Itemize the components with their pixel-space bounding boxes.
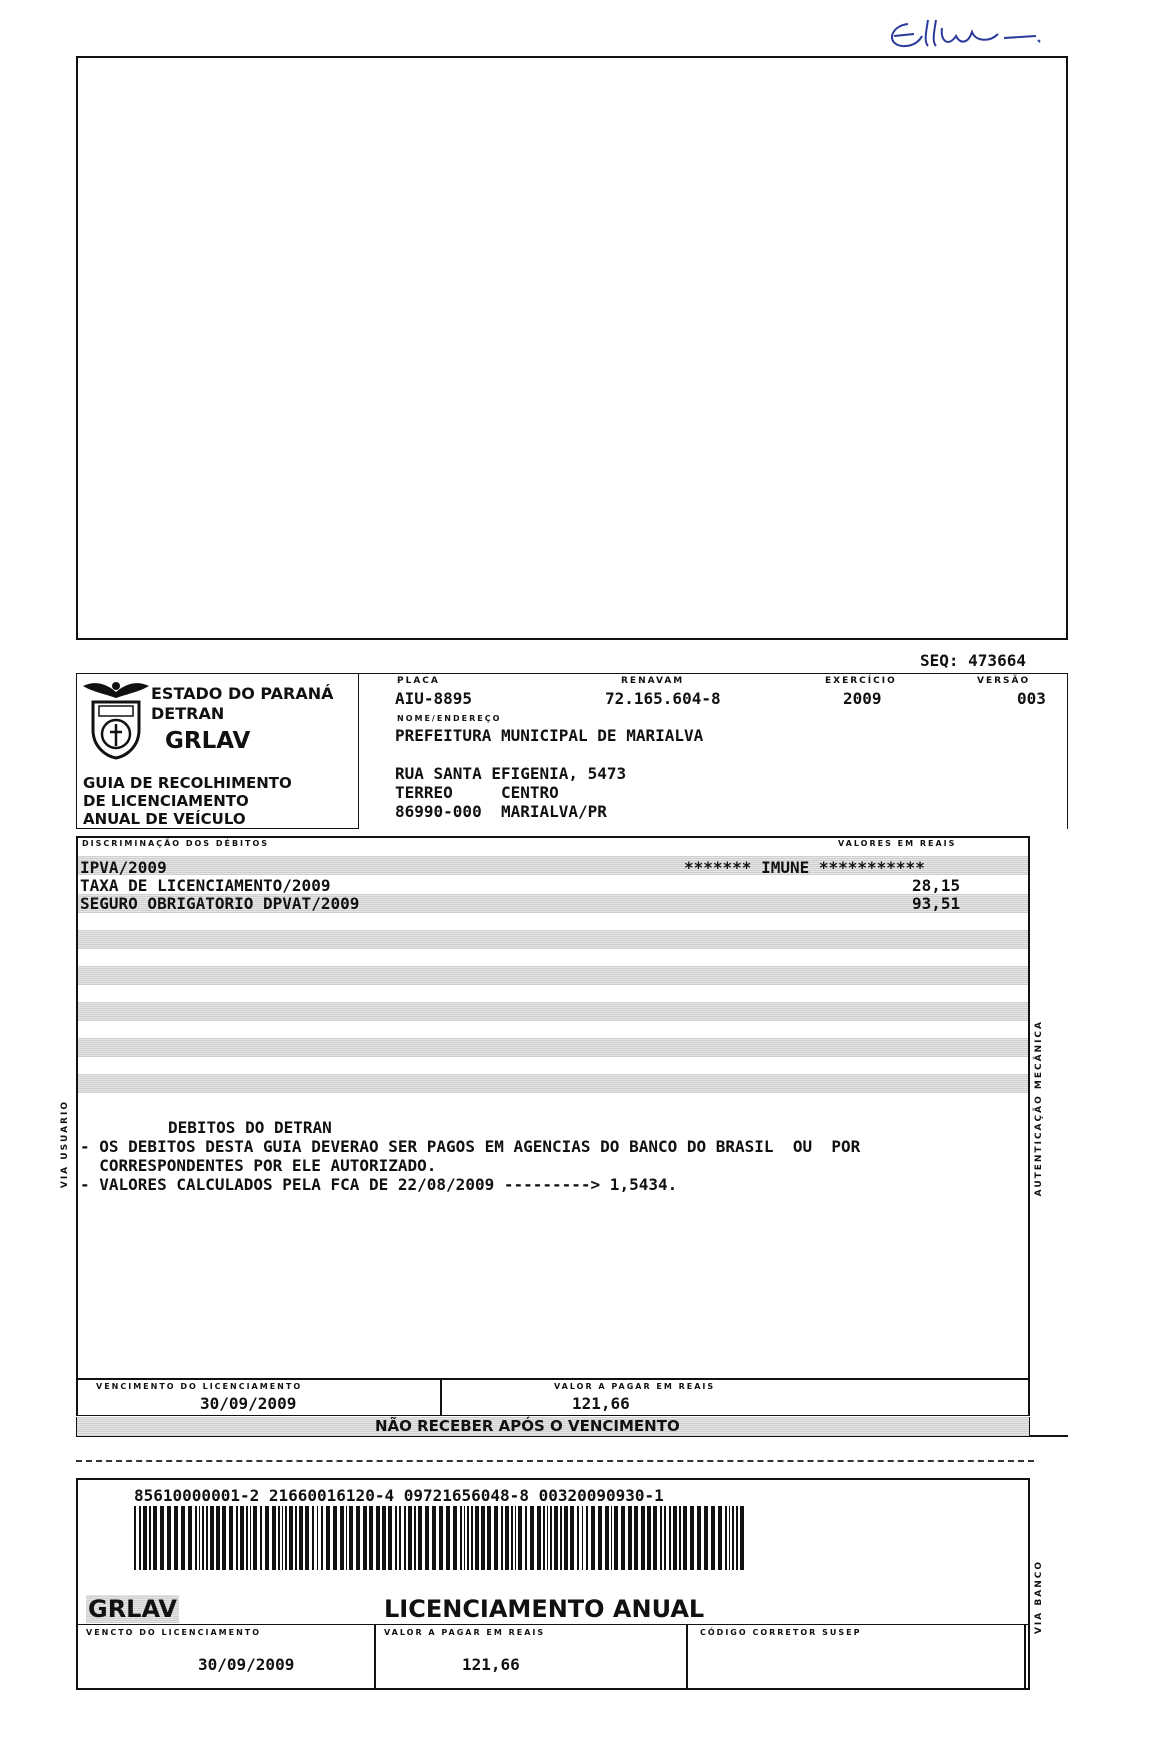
barcode-bar [181, 1506, 185, 1570]
warning-bar [76, 1417, 1030, 1437]
barcode-bar [285, 1506, 287, 1570]
debits-box [76, 836, 1030, 1380]
barcode-bar [518, 1506, 522, 1570]
underline [1030, 1435, 1068, 1437]
barcode-bar [525, 1506, 527, 1570]
barcode-bar [582, 1506, 584, 1570]
barcode-bar [229, 1506, 233, 1570]
barcode-bar [605, 1506, 609, 1570]
barcode-bar [729, 1506, 731, 1570]
barcode-bar [210, 1506, 214, 1570]
slip-fields [78, 1624, 1028, 1688]
barcode-bar [718, 1506, 722, 1570]
shaded-band [78, 1038, 1028, 1057]
barcode-bar [570, 1506, 574, 1570]
susep-label: CÓDIGO CORRETOR SUSEP [700, 1628, 862, 1637]
barcode-bar [295, 1506, 297, 1570]
barcode-bar [388, 1506, 392, 1570]
barcode-bar [471, 1506, 473, 1570]
shaded-band [78, 966, 1028, 985]
barcode-bar [550, 1506, 552, 1570]
barcode-bar [628, 1506, 632, 1570]
handwritten-signature [880, 14, 1050, 54]
barcode-bar [321, 1506, 323, 1570]
barcode [134, 1506, 746, 1570]
barcode-bar [511, 1506, 513, 1570]
barcode-bar [222, 1506, 226, 1570]
barcode-bar [515, 1506, 517, 1570]
versao-label: VERSÃO [977, 676, 1031, 686]
barcode-bar [653, 1506, 657, 1570]
barcode-bar [586, 1506, 588, 1570]
vencimento-value: 30/09/2009 [200, 1394, 297, 1413]
barcode-bar [621, 1506, 625, 1570]
slip-venc-label: VENCTO DO LICENCIAMENTO [86, 1628, 262, 1637]
barcode-bar [683, 1506, 687, 1570]
address-line-2: TERREO CENTRO [395, 783, 559, 802]
barcode-bar [711, 1506, 715, 1570]
barcode-bar [236, 1506, 238, 1570]
debit-row-2-label: TAXA DE LICENCIAMENTO/2009 [80, 876, 331, 895]
grlav-brand: GRLAV [88, 1595, 177, 1623]
barcode-bar [399, 1506, 401, 1570]
barcode-bar [732, 1506, 734, 1570]
slip-right-edge [1024, 1625, 1026, 1689]
barcode-bar [265, 1506, 269, 1570]
barcode-bar [501, 1506, 503, 1570]
slip-venc-value: 30/09/2009 [198, 1655, 295, 1674]
barcode-bar [494, 1506, 498, 1570]
header-logo-box [76, 673, 358, 829]
barcode-bar [647, 1506, 651, 1570]
nome-label: NOME/ENDEREÇO [397, 714, 502, 723]
debit-row-2-value: 28,15 [912, 876, 961, 895]
barcode-bar [418, 1506, 422, 1570]
owner-name: PREFEITURA MUNICIPAL DE MARIALVA [395, 726, 704, 745]
sequence-number: SEQ: 473664 [920, 651, 1026, 670]
barcode-bar [376, 1506, 380, 1570]
barcode-bar [414, 1506, 416, 1570]
barcode-bar [382, 1506, 386, 1570]
barcode-bar [679, 1506, 681, 1570]
address-line-3: 86990-000 MARIALVA/PR [395, 802, 607, 821]
barcode-bar [464, 1506, 466, 1570]
no-receive-warning: NÃO RECEBER APÓS O VENCIMENTO [375, 1417, 680, 1435]
barcode-bar [278, 1506, 280, 1570]
barcode-bar [598, 1506, 602, 1570]
barcode-bar [404, 1506, 406, 1570]
barcode-bar [432, 1506, 436, 1570]
barcode-bar [740, 1506, 744, 1570]
debit-row-1-label: IPVA/2009 [80, 858, 167, 877]
barcode-bar [202, 1506, 204, 1570]
due-divider [440, 1380, 442, 1416]
barcode-bar [564, 1506, 568, 1570]
via-usuario-label: VIA USUARIO [60, 1100, 70, 1189]
barcode-bar [641, 1506, 645, 1570]
barcode-bar [206, 1506, 208, 1570]
barcode-bar [577, 1506, 579, 1570]
slip-divider-1 [374, 1625, 376, 1689]
vencimento-label: VENCIMENTO DO LICENCIAMENTO [96, 1382, 303, 1391]
slip-valor-value: 121,66 [462, 1655, 520, 1674]
barcode-bar [475, 1506, 479, 1570]
barcode-bar [340, 1506, 344, 1570]
barcode-bar [408, 1506, 412, 1570]
barcode-bar [139, 1506, 141, 1570]
parana-coat-of-arms-icon [81, 676, 151, 762]
barcode-bar [349, 1506, 353, 1570]
slip-title: LICENCIAMENTO ANUAL [384, 1595, 705, 1623]
barcode-bar [425, 1506, 429, 1570]
barcode-bar [240, 1506, 244, 1570]
barcode-bar [299, 1506, 303, 1570]
barcode-bar [543, 1506, 545, 1570]
barcode-bar [253, 1506, 257, 1570]
guide-title-2: DE LICENCIAMENTO [83, 792, 249, 810]
barcode-bar [282, 1506, 284, 1570]
barcode-bar [346, 1506, 348, 1570]
slip-valor-label: VALOR A PAGAR EM REAIS [384, 1628, 546, 1637]
exercicio-label: EXERCÍCIO [825, 676, 897, 686]
renavam-label: RENAVAM [621, 676, 685, 686]
barcode-bar [487, 1506, 491, 1570]
barcode-bar [460, 1506, 462, 1570]
cut-line [76, 1460, 1034, 1462]
barcode-bar [505, 1506, 509, 1570]
barcode-bar [356, 1506, 360, 1570]
note-line-3: - VALORES CALCULADOS PELA FCA DE 22/08/2009 ---------> 1,5434. [80, 1175, 678, 1194]
guide-title-3: ANUAL DE VEÍCULO [83, 810, 246, 828]
barcode-bar [547, 1506, 549, 1570]
debits-header-left: DISCRIMINAÇÃO DOS DÉBITOS [82, 839, 270, 848]
barcode-bar [167, 1506, 171, 1570]
barcode-bar [326, 1506, 330, 1570]
barcode-bar [614, 1506, 618, 1570]
barcode-bar [317, 1506, 319, 1570]
barcode-bar [611, 1506, 613, 1570]
versao-value: 003 [1017, 689, 1046, 708]
barcode-bar [467, 1506, 469, 1570]
barcode-bar [690, 1506, 694, 1570]
via-banco-label: VIA BANCO [1034, 1560, 1044, 1635]
barcode-bar [246, 1506, 248, 1570]
barcode-bar [704, 1506, 708, 1570]
barcode-bar [305, 1506, 309, 1570]
debits-header-right: VALORES EM REAIS [838, 839, 957, 848]
note-line-2: CORRESPONDENTES POR ELE AUTORIZADO. [80, 1156, 437, 1175]
barcode-bar [149, 1506, 151, 1570]
barcode-digits: 85610000001-2 21660016120-4 09721656048-8 00320090930-1 [134, 1486, 664, 1505]
vehicle-info-box [358, 673, 1068, 829]
barcode-bar [250, 1506, 252, 1570]
barcode-bar [660, 1506, 662, 1570]
debit-row-3-value: 93,51 [912, 894, 961, 913]
notes-title: DEBITOS DO DETRAN [168, 1118, 332, 1137]
barcode-bar [312, 1506, 314, 1570]
state-name: ESTADO DO PARANÁ [151, 684, 334, 703]
barcode-bar [272, 1506, 276, 1570]
barcode-bar [188, 1506, 192, 1570]
guide-title-1: GUIA DE RECOLHIMENTO [83, 774, 292, 792]
barcode-bar [195, 1506, 197, 1570]
shaded-band [78, 930, 1028, 949]
system-name: GRLAV [165, 728, 251, 754]
barcode-bar [453, 1506, 457, 1570]
barcode-bar [439, 1506, 443, 1570]
barcode-bar [446, 1506, 450, 1570]
barcode-bar [481, 1506, 485, 1570]
barcode-bar [673, 1506, 677, 1570]
exercicio-value: 2009 [843, 689, 882, 708]
barcode-bar [725, 1506, 727, 1570]
placa-value: AIU-8895 [395, 689, 473, 708]
agency-name: DETRAN [151, 704, 225, 723]
note-line-1: - OS DEBITOS DESTA GUIA DEVERAO SER PAGOS EM AGENCIAS DO BANCO DO BRASIL OU POR [80, 1137, 861, 1156]
debit-row-3-label: SEGURO OBRIGATORIO DPVAT/2009 [80, 894, 360, 913]
address-line-1: RUA SANTA EFIGENIA, 5473 [395, 764, 627, 783]
due-row [76, 1380, 1030, 1416]
autenticacao-mecanica-label: AUTENTICAÇÃO MECÂNICA [1034, 1020, 1044, 1197]
barcode-bar [153, 1506, 157, 1570]
renavam-value: 72.165.604-8 [605, 689, 721, 708]
barcode-bar [736, 1506, 738, 1570]
barcode-bar [669, 1506, 671, 1570]
debit-row-1-value: ******* IMUNE *********** [684, 858, 925, 877]
barcode-bar [363, 1506, 367, 1570]
shaded-band [78, 1002, 1028, 1021]
barcode-bar [143, 1506, 147, 1570]
bank-slip-box [76, 1478, 1030, 1690]
barcode-bar [134, 1506, 136, 1570]
slip-divider-2 [686, 1625, 688, 1689]
barcode-bar [160, 1506, 164, 1570]
blank-frame [76, 56, 1068, 640]
barcode-bar [289, 1506, 293, 1570]
barcode-bar [174, 1506, 178, 1570]
barcode-bar [395, 1506, 397, 1570]
barcode-bar [260, 1506, 262, 1570]
barcode-bar [333, 1506, 337, 1570]
barcode-bar [369, 1506, 373, 1570]
shaded-band [78, 1074, 1028, 1093]
barcode-bar [697, 1506, 701, 1570]
barcode-bar [560, 1506, 562, 1570]
valor-label: VALOR A PAGAR EM REAIS [554, 1382, 716, 1391]
barcode-bar [664, 1506, 666, 1570]
placa-label: PLACA [397, 676, 440, 686]
barcode-bar [216, 1506, 220, 1570]
barcode-bar [634, 1506, 638, 1570]
barcode-bar [199, 1506, 201, 1570]
barcode-bar [537, 1506, 541, 1570]
barcode-bar [554, 1506, 558, 1570]
barcode-bar [591, 1506, 595, 1570]
valor-value: 121,66 [572, 1394, 630, 1413]
barcode-bar [530, 1506, 534, 1570]
